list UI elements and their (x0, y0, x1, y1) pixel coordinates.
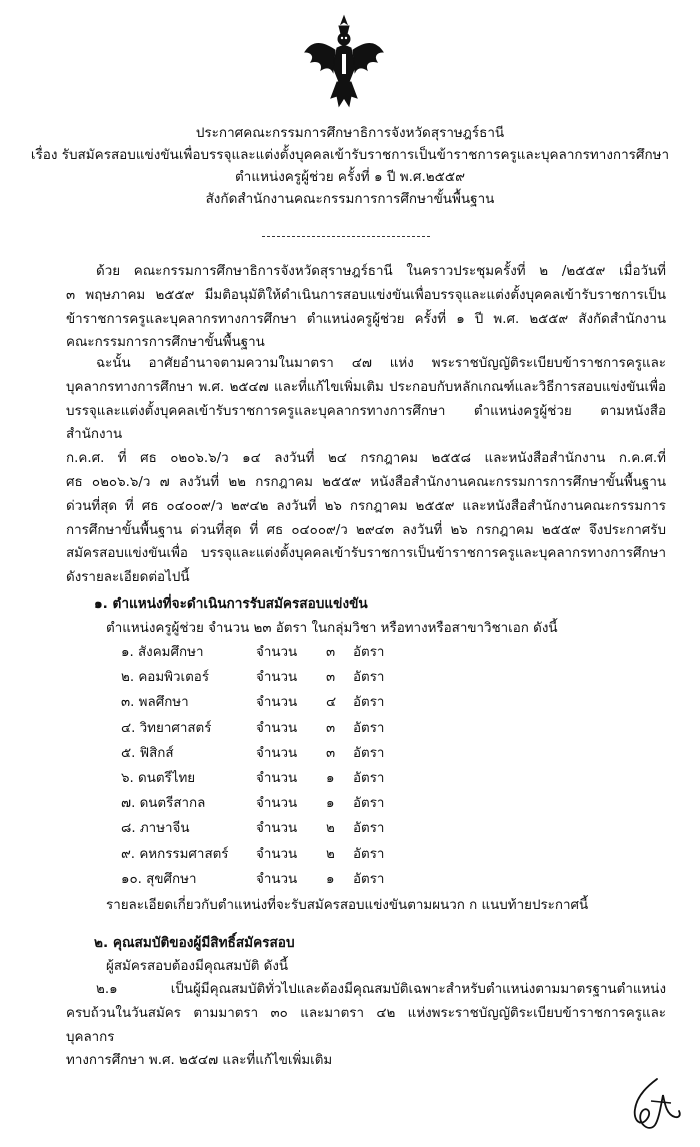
unit-label: อัตรา (353, 645, 385, 660)
paragraph-line: ๒.๑ เป็นผู้มีคุณสมบัติทั่วไปและต้องมีคุณสมบัติเฉพาะสำหรับตำแหน่งตามมาตรฐานตำแหน่ง (96, 982, 666, 997)
subject-name: ๑๐. สุขศึกษา (121, 871, 197, 887)
announcement-header (0, 122, 700, 210)
subject-name: ๘. ภาษาจีน (121, 821, 190, 837)
paragraph-line: การศึกษาขั้นพื้นฐาน ด่วนที่สุด ที่ ศธ ๐๔๐๐๙/ว ๒๙๔๓ ลงวันที่ ๒๖ กรกฎาคม ๒๕๕๙ จึงประกาศรับ (66, 522, 666, 538)
unit-label: อัตรา (353, 871, 385, 887)
unit-label: อัตรา (353, 821, 385, 837)
subject-count: ๓ (326, 645, 336, 660)
authority-paragraph (66, 352, 666, 590)
subject-count: ๑ (326, 871, 335, 887)
subject-count: ๒ (326, 821, 335, 837)
section-1-subtitle: ตำแหน่งครูผู้ช่วย จำนวน ๒๓ อัตรา ในกลุ่มวิชา หรือทางหรือสาขาวิชาเอก ดังนี้ (106, 621, 558, 636)
list-item (121, 641, 421, 666)
paragraph-line: ด่วนที่สุด ที่ ศธ ๐๔๐๐๙/ว ๒๙๔๒ ลงวันที่ ๒๖ กรกฎาคม ๒๕๕๙ และหนังสือสำนักงานคณะกรรมการ (66, 498, 666, 514)
paragraph-line: สมัครสอบแข่งขันเพื่อ บรรจุและแต่งตั้งบุคคลเข้ารับราชการเป็นข้าราชการครูและบุคลากรทางการศึกษา (66, 546, 666, 562)
issuer-title: ประกาศคณะกรรมการศึกษาธิการจังหวัดสุราษฎร์ธานี (195, 125, 505, 141)
count-label: จำนวน (256, 846, 298, 862)
paragraph-line: ก.ค.ศ. ที่ ศธ ๐๒๐๖.๖/ว ๑๔ ลงวันที่ ๒๔ กรกฎาคม ๒๕๕๘ และหนังสือสำนักงาน ก.ค.ศ.ที่ (66, 451, 666, 467)
subject-count: ๑ (326, 770, 335, 786)
count-label: จำนวน (256, 645, 298, 660)
list-item (121, 868, 421, 893)
paragraph-line: ข้าราชการครูและบุคลากรทางการศึกษา ตำแหน่งครูผู้ช่วย ครั้งที่ ๑ ปี พ.ศ. ๒๕๕๙ สังกัดสำนักงาน (66, 311, 666, 327)
list-item (121, 792, 421, 817)
list-item (121, 666, 421, 691)
subject-name: ๓. พลศึกษา (121, 695, 189, 711)
signature-icon (627, 1075, 682, 1137)
subject-count: ๓ (326, 745, 336, 761)
paragraph-line: ฉะนั้น อาศัยอำนาจตามความในมาตรา ๔๗ แห่ง พระราชบัญญัติระเบียบข้าราชการครูและ (96, 356, 666, 371)
header-divider (262, 236, 430, 237)
paragraph-line: ทางการศึกษา พ.ศ. ๒๕๔๗ และที่แก้ไขเพิ่มเติม (66, 1053, 333, 1069)
subject-count: ๓ (326, 720, 336, 736)
subject-count: ๒ (326, 846, 335, 862)
section-1-note: รายละเอียดเกี่ยวกับตำแหน่งที่จะรับสมัครสอบแข่งขันตามผนวก ก แนบท้ายประกาศนี้ (106, 898, 589, 913)
count-label: จำนวน (256, 695, 298, 711)
paragraph-line: ด้วย คณะกรรมการศึกษาธิการจังหวัดสุราษฎร์ธานี ในคราวประชุมครั้งที่ ๒ /๒๕๕๙ เมื่อวันที่ (96, 264, 666, 279)
unit-label: อัตรา (353, 770, 385, 786)
section-2-title: ๒. คุณสมบัติของผู้มีสิทธิ์สมัครสอบ (94, 935, 295, 951)
garuda-emblem-icon (303, 12, 385, 112)
subject-name: ๑. สังคมศึกษา (121, 645, 204, 660)
subject-name: ๙. คหกรรมศาสตร์ (121, 846, 229, 862)
subject-name: ๒. คอมพิวเตอร์ (121, 670, 210, 686)
count-label: จำนวน (256, 745, 298, 761)
list-item (121, 843, 421, 868)
count-label: จำนวน (256, 670, 298, 686)
list-item (121, 691, 421, 716)
section-1-title: ๑. ตำแหน่งที่จะดำเนินการรับสมัครสอบแข่งขัน (94, 596, 368, 612)
section-2-subtitle: ผู้สมัครสอบต้องมีคุณสมบัติ ดังนี้ (106, 959, 289, 974)
paragraph-line: ครบถ้วนในวันสมัคร ตามมาตรา ๓๐ และมาตรา ๔๒ แห่งพระราชบัญญัติระเบียบข้าราชการครูและบุคลากร (66, 1005, 666, 1045)
paragraph-line: ดังรายละเอียดต่อไปนี้ (66, 570, 190, 586)
subject-list (121, 641, 421, 893)
list-item (121, 742, 421, 767)
affiliation-line: สังกัดสำนักงานคณะกรรมการการศึกษาขั้นพื้นฐาน (205, 191, 495, 207)
list-item (121, 717, 421, 742)
list-item (121, 817, 421, 842)
paragraph-line: คณะกรรมการการศึกษาขั้นพื้นฐาน (66, 335, 265, 351)
unit-label: อัตรา (353, 720, 385, 736)
subject-count: ๓ (326, 670, 336, 686)
count-label: จำนวน (256, 720, 298, 736)
unit-label: อัตรา (353, 796, 385, 812)
list-item (121, 767, 421, 792)
subject-count: ๔ (326, 695, 337, 711)
subject-count: ๑ (326, 796, 335, 812)
unit-label: อัตรา (353, 695, 385, 711)
count-label: จำนวน (256, 871, 298, 887)
subject-name: ๖. ดนตรีไทย (121, 770, 196, 786)
paragraph-line: บรรจุและแต่งตั้งบุคคลเข้ารับราชการครูและบุคลากรทางการศึกษา ตำแหน่งครูผู้ช่วย ตามหนังสือสำนักงาน (66, 403, 666, 443)
unit-label: อัตรา (353, 745, 385, 761)
count-label: จำนวน (256, 770, 298, 786)
subject-name: ๕. ฟิสิกส์ (121, 745, 174, 761)
subject-line: เรื่อง รับสมัครสอบแข่งขันเพื่อบรรจุและแต่งตั้งบุคคลเข้ารับราชการเป็นข้าราชการครูและบุคลากรทางการศึกษา (30, 147, 670, 163)
count-label: จำนวน (256, 796, 298, 812)
subject-name: ๗. ดนตรีสากล (121, 796, 206, 812)
unit-label: อัตรา (353, 846, 385, 862)
position-line: ตำแหน่งครูผู้ช่วย ครั้งที่ ๑ ปี พ.ศ.๒๕๕๙ (235, 169, 465, 185)
paragraph-line: บุคลากรทางการศึกษา พ.ศ. ๒๕๔๗ และที่แก้ไขเพิ่มเติม ประกอบกับหลักเกณฑ์และวิธีการสอบแข่งขันเพื่อ (66, 379, 666, 395)
paragraph-line: ๓ พฤษภาคม ๒๕๕๙ มีมติอนุมัติให้ดำเนินการสอบแข่งขันเพื่อบรรจุและแต่งตั้งบุคคลเข้ารับราชการเป็น (66, 287, 666, 303)
count-label: จำนวน (256, 821, 298, 837)
intro-paragraph (66, 260, 666, 355)
paragraph-line: ศธ ๐๒๐๖.๖/ว ๗ ลงวันที่ ๒๒ กรกฎาคม ๒๕๕๙ หนังสือสำนักงานคณะกรรมการการศึกษาขั้นพื้นฐาน (66, 474, 666, 490)
qualification-paragraph (66, 978, 666, 1073)
subject-name: ๔. วิทยาศาสตร์ (121, 720, 212, 736)
unit-label: อัตรา (353, 670, 385, 686)
